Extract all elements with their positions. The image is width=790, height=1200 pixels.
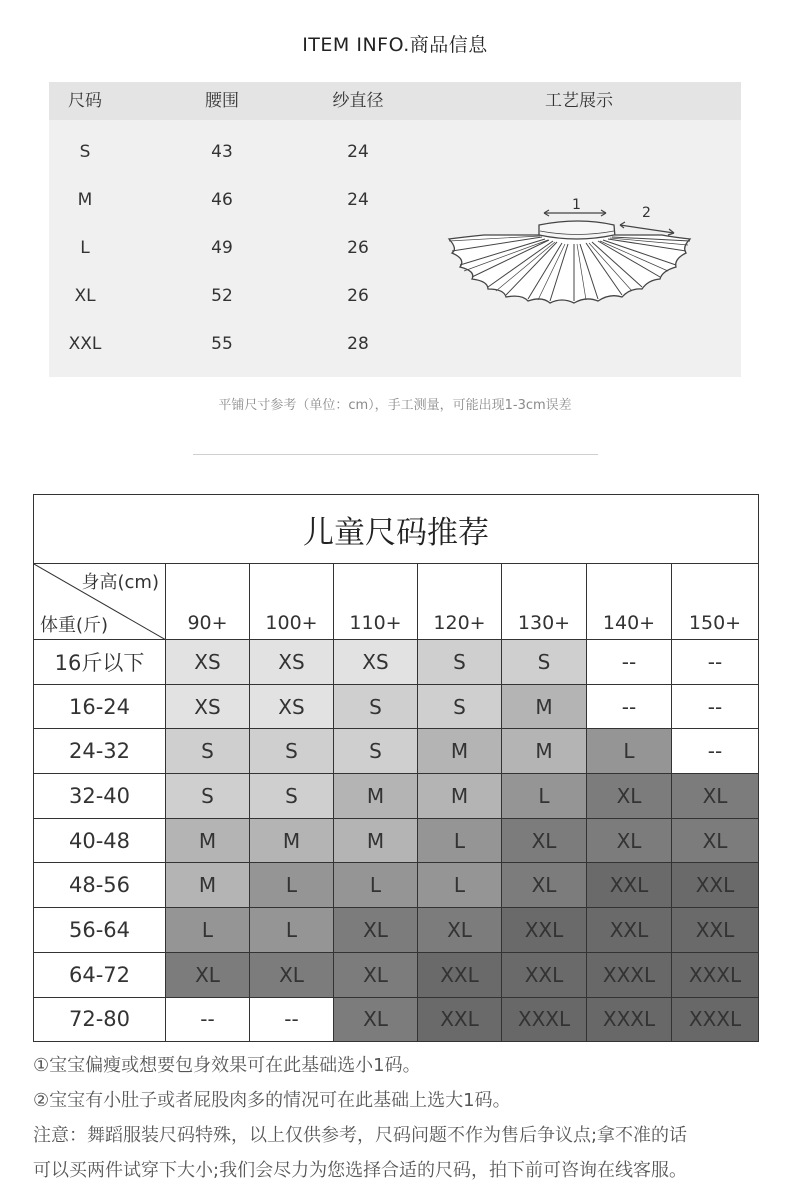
size-cell: XL (250, 952, 334, 997)
size-cell: S (166, 774, 250, 819)
table-row (34, 729, 759, 774)
size-cell: XL (502, 863, 587, 908)
height-header: 90+ (166, 564, 250, 640)
size-cell: M (502, 684, 587, 729)
footnote-notice: 注意：舞蹈服装尺码特殊，以上仅供参考，尺码问题不作为售后争议点;拿不准的话 (33, 1125, 688, 1146)
size-cell: XXXL (587, 952, 672, 997)
size-cell: -- (672, 729, 759, 774)
table-row (34, 952, 759, 997)
size-cell: L (418, 863, 502, 908)
header-diameter: 纱直径 (332, 91, 384, 111)
size-info-row (49, 224, 409, 272)
size-cell: L (418, 818, 502, 863)
size-cell: XS (334, 640, 418, 685)
size-cell: -- (587, 640, 672, 685)
size-info-table (49, 82, 741, 377)
waist-cell: 52 (211, 286, 233, 306)
weight-label: 24-32 (34, 729, 166, 774)
size-info-header (49, 82, 741, 120)
weight-label: 72-80 (34, 997, 166, 1042)
size-info-row (49, 272, 409, 320)
size-cell: L (166, 908, 250, 953)
height-header-row (34, 564, 759, 640)
diameter-cell: 26 (347, 238, 369, 258)
size-cell: -- (672, 684, 759, 729)
size-cell: M (334, 818, 418, 863)
weight-axis-label: 体重(斤) (40, 615, 109, 636)
size-info-row (49, 128, 409, 176)
size-cell: XXL (672, 863, 759, 908)
size-cell: XXL (418, 952, 502, 997)
size-cell: XXL (587, 863, 672, 908)
footnote-notice-cont: 可以买两件试穿下大小;我们会尽力为您选择合适的尺码，拍下前可咨询在线客服。 (33, 1160, 688, 1181)
table-row (34, 997, 759, 1042)
size-cell: M (334, 774, 418, 819)
weight-label: 48-56 (34, 863, 166, 908)
size-cell: XXL (68, 334, 102, 354)
height-axis-label: 身高(cm) (81, 572, 159, 593)
size-cell: S (250, 774, 334, 819)
section-divider (193, 454, 598, 455)
size-cell: M (250, 818, 334, 863)
size-cell: M (166, 818, 250, 863)
size-cell: XL (418, 908, 502, 953)
diagram-label-2: 2 (642, 205, 651, 221)
size-cell: XL (672, 818, 759, 863)
size-cell: XL (74, 286, 96, 306)
size-info-row (49, 176, 409, 224)
size-cell: XXL (672, 908, 759, 953)
size-info-row (49, 320, 409, 368)
corner-cell (34, 564, 166, 640)
size-cell: XL (672, 774, 759, 819)
size-cell: M (418, 729, 502, 774)
size-cell: S (79, 142, 91, 162)
size-cell: XXL (418, 997, 502, 1042)
size-cell: L (80, 238, 90, 258)
size-cell: L (250, 863, 334, 908)
size-cell: XXXL (672, 952, 759, 997)
size-cell: S (418, 640, 502, 685)
table-row (34, 640, 759, 685)
header-size: 尺码 (68, 91, 102, 111)
size-cell: -- (587, 684, 672, 729)
size-cell: L (334, 863, 418, 908)
diameter-cell: 28 (347, 334, 369, 354)
size-cell: XS (166, 684, 250, 729)
size-cell: XL (587, 774, 672, 819)
waist-cell: 46 (211, 190, 233, 210)
size-cell: L (587, 729, 672, 774)
section-title: ITEM INFO.商品信息 (302, 34, 488, 56)
diameter-cell: 24 (347, 190, 369, 210)
size-cell: XXL (502, 952, 587, 997)
size-cell: XXXL (587, 997, 672, 1042)
size-cell: S (418, 684, 502, 729)
size-recommendation-table (33, 494, 759, 1042)
size-cell: S (334, 729, 418, 774)
diameter-cell: 24 (347, 142, 369, 162)
table-row (34, 818, 759, 863)
size-cell: XXXL (502, 997, 587, 1042)
measurement-note: 平铺尺寸参考（单位：cm），手工测量，可能出现1-3cm误差 (218, 398, 572, 413)
size-cell: XL (334, 908, 418, 953)
size-cell: S (502, 640, 587, 685)
table-title: 儿童尺码推荐 (34, 495, 759, 564)
table-row (34, 774, 759, 819)
weight-label: 64-72 (34, 952, 166, 997)
weight-label: 16-24 (34, 684, 166, 729)
diagram-label-1: 1 (572, 197, 581, 213)
size-cell: M (77, 190, 93, 210)
size-cell: -- (672, 640, 759, 685)
height-header: 100+ (250, 564, 334, 640)
size-cell: XXL (502, 908, 587, 953)
size-cell: XL (166, 952, 250, 997)
tutu-skirt-diagram (444, 187, 694, 307)
size-cell: XXXL (672, 997, 759, 1042)
size-cell: -- (166, 997, 250, 1042)
weight-label: 40-48 (34, 818, 166, 863)
size-cell: S (334, 684, 418, 729)
height-header: 130+ (502, 564, 587, 640)
size-cell: XS (166, 640, 250, 685)
size-cell: XS (250, 640, 334, 685)
height-header: 150+ (672, 564, 759, 640)
weight-label: 32-40 (34, 774, 166, 819)
size-cell: M (418, 774, 502, 819)
footnotes (33, 1048, 773, 1188)
size-cell: M (502, 729, 587, 774)
table-row (34, 863, 759, 908)
size-info-rows (49, 128, 409, 368)
size-cell: XL (334, 952, 418, 997)
weight-label: 16斤以下 (34, 640, 166, 685)
size-cell: XS (250, 684, 334, 729)
size-cell: XXL (587, 908, 672, 953)
size-cell: L (502, 774, 587, 819)
size-cell: S (166, 729, 250, 774)
waist-cell: 43 (211, 142, 233, 162)
size-cell: XL (334, 997, 418, 1042)
table-row (34, 684, 759, 729)
diameter-cell: 26 (347, 286, 369, 306)
size-cell: S (250, 729, 334, 774)
header-waist: 腰围 (205, 91, 239, 111)
footnote-belly: ②宝宝有小肚子或者屁股肉多的情况可在此基础上选大1码。 (33, 1090, 511, 1111)
header-craft: 工艺展示 (545, 91, 613, 111)
weight-label: 56-64 (34, 908, 166, 953)
height-header: 110+ (334, 564, 418, 640)
height-header: 140+ (587, 564, 672, 640)
footnote-slim: ①宝宝偏瘦或想要包身效果可在此基础选小1码。 (33, 1055, 421, 1076)
table-title-row (34, 495, 759, 564)
height-header: 120+ (418, 564, 502, 640)
size-cell: XL (502, 818, 587, 863)
size-cell: L (250, 908, 334, 953)
size-cell: M (166, 863, 250, 908)
size-cell: -- (250, 997, 334, 1042)
table-row (34, 908, 759, 953)
size-cell: XL (587, 818, 672, 863)
waist-cell: 55 (211, 334, 233, 354)
waist-cell: 49 (211, 238, 233, 258)
